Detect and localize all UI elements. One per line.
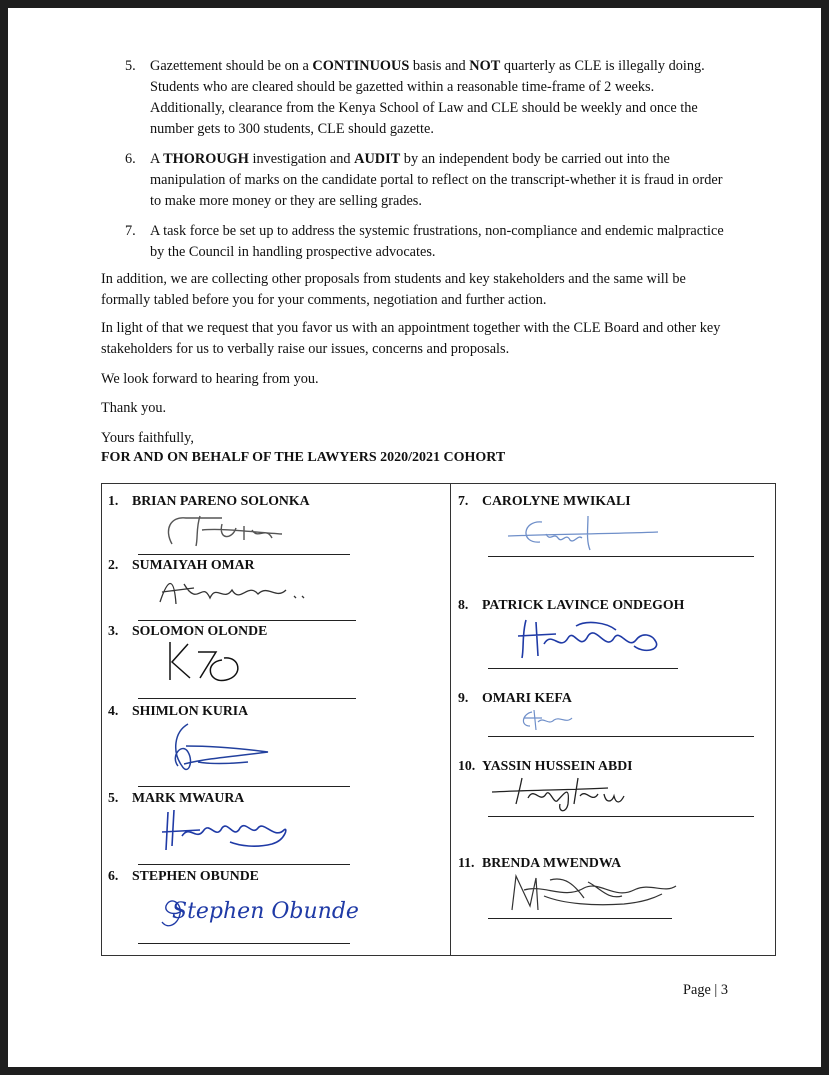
- signature-line: [138, 943, 350, 944]
- signatory-8: 8. PATRICK LAVINCE ONDEGOH: [458, 597, 685, 612]
- signature-line: [138, 620, 356, 621]
- signature-3: [164, 638, 264, 684]
- list-item-text: [150, 151, 722, 209]
- list-item-text: [150, 58, 705, 137]
- text-run: investigation and: [248, 151, 355, 167]
- paragraph-look-forward: We look forward to hearing from you.: [101, 371, 319, 387]
- signature-line: [488, 556, 754, 557]
- emphasis-text: NOT: [469, 58, 501, 74]
- signature-6: [158, 884, 359, 934]
- signature-5: [160, 806, 300, 854]
- text-run: quarterly as CLE is illegally doing. Students who are cleared should be gazetted within a reasonable time-frame of 2 weeks. Additionally, clearance from the Kenya School of Law and CLE should be weekly and once the number gets to 300 students, CLE should gazette.: [150, 58, 705, 137]
- signatory-3: 3. SOLOMON OLONDE: [108, 623, 268, 638]
- page-number: Page | 3: [683, 982, 728, 998]
- signature-line: [488, 918, 672, 919]
- list-item: [125, 221, 730, 263]
- signatory-5: 5. MARK MWAURA: [108, 790, 245, 805]
- document-page: [8, 8, 821, 1067]
- list-item: [125, 56, 730, 140]
- text-run: by an independent body be carried out into the manipulation of marks on the candidate portal to reflect on the transcript-whether it is fraud in order to make more money or they are selling grades.: [150, 151, 723, 209]
- signature-line: [138, 554, 350, 555]
- signatory-4: 4. SHIMLON KURIA: [108, 703, 249, 718]
- paragraph-request: In light of that we request that you favor us with an appointment together with the CLE Board and other key stakeholders for us to verbally raise our issues, concerns and proposals.: [101, 320, 721, 357]
- signature-line: [138, 698, 356, 699]
- text-run: A: [150, 151, 164, 167]
- list-item: [125, 149, 730, 212]
- text-run: Gazettement should be on a: [150, 58, 313, 74]
- emphasis-text: AUDIT: [354, 151, 401, 167]
- paragraph-addition: In addition, we are collecting other proposals from students and key stakeholders and the same will be formally tabled before you for your comments, negotiation and further action.: [101, 271, 686, 308]
- signature-9: [514, 708, 584, 732]
- signature-line: [138, 786, 350, 787]
- signature-10: [488, 774, 648, 814]
- text-run: A task force be set up to address the systemic frustrations, non-compliance and endemic malpractice by the Council in handling prospective advocates.: [150, 223, 724, 260]
- list-item-number: 7.: [125, 223, 136, 239]
- signature-1: [162, 510, 302, 550]
- list-item-text: [150, 223, 724, 260]
- column-divider: [450, 484, 451, 955]
- signatory-10: 10. YASSIN HUSSEIN ABDI: [458, 758, 633, 773]
- emphasis-text: CONTINUOUS: [312, 58, 410, 74]
- salutation: Yours faithfully,: [101, 430, 194, 446]
- signatures-table: [101, 483, 776, 956]
- signature-2: [154, 572, 314, 612]
- signatory-7: 7. CAROLYNE MWIKALI: [458, 493, 631, 508]
- signatory-11: 11. BRENDA MWENDWA: [458, 855, 622, 870]
- signature-line: [488, 736, 754, 737]
- signature-line: [138, 864, 350, 865]
- signature-11: [504, 870, 684, 916]
- signature-4: [168, 722, 278, 778]
- list-item-number: 5.: [125, 58, 136, 74]
- signatory-6: 6. STEPHEN OBUNDE: [108, 868, 259, 883]
- signature-6-text: Stephen Obunde: [172, 899, 359, 924]
- list-item-number: 6.: [125, 151, 136, 167]
- signatory-1: 1. BRIAN PARENO SOLONKA: [108, 493, 310, 508]
- signatory-2: 2. SUMAIYAH OMAR: [108, 557, 255, 572]
- paragraph-thanks: Thank you.: [101, 400, 167, 416]
- emphasis-text: THOROUGH: [163, 151, 249, 167]
- cohort-heading: FOR AND ON BEHALF OF THE LAWYERS 2020/2021 COHORT: [101, 450, 506, 465]
- signature-line: [488, 668, 678, 669]
- signature-line: [488, 816, 754, 817]
- signature-8: [516, 616, 676, 662]
- text-run: basis and: [409, 58, 470, 74]
- signatory-9: 9. OMARI KEFA: [458, 690, 572, 705]
- signature-7: [506, 512, 666, 552]
- demands-list: [8, 56, 821, 272]
